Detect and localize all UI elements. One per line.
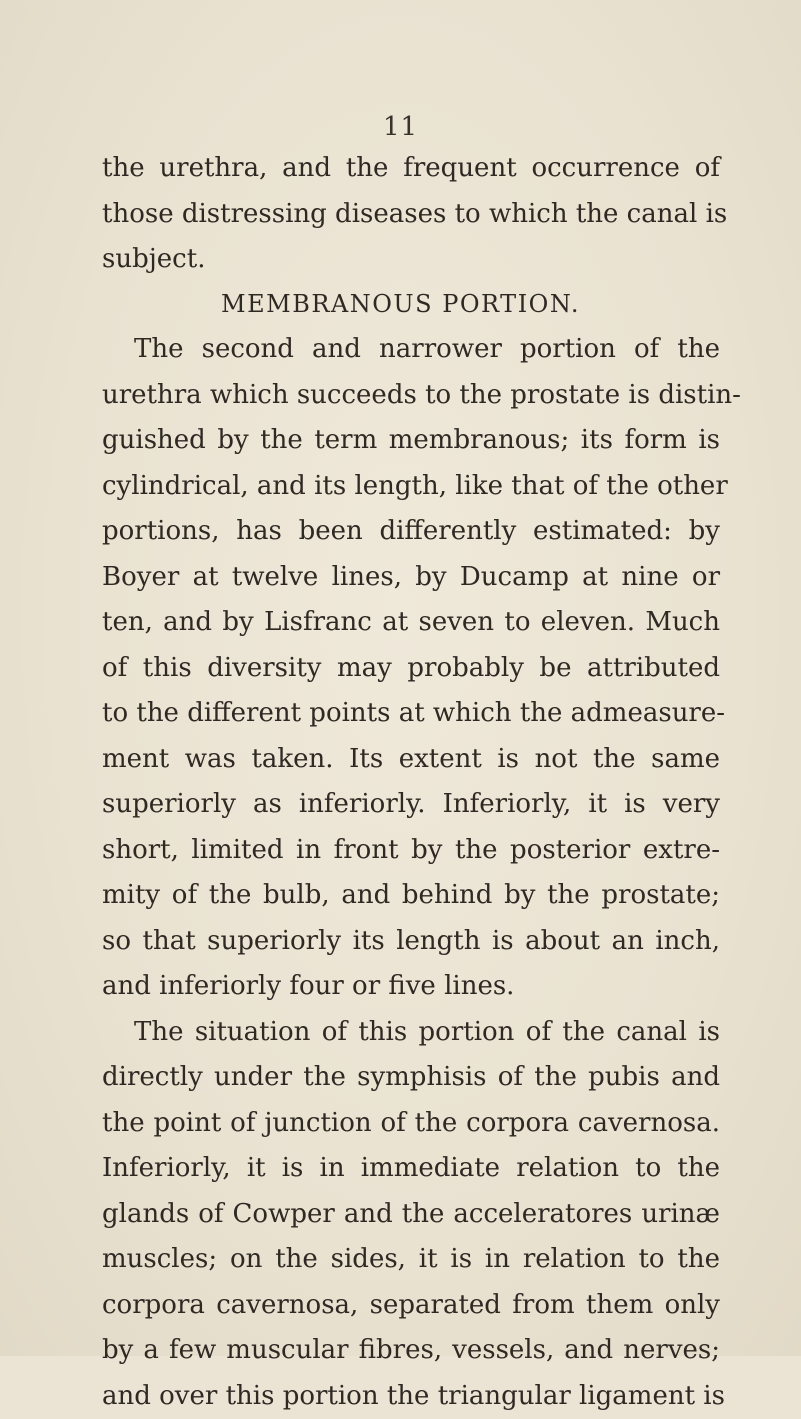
- text-line: by a few muscular fibres, vessels, and nerves;: [102, 1328, 720, 1374]
- text-line: to the different points at which the admeasure-: [102, 691, 720, 737]
- text-line: urethra which succeeds to the prostate is distin-: [102, 373, 720, 419]
- text-line: of this diversity may probably be attributed: [102, 646, 720, 692]
- text-line: those distressing diseases to which the canal is: [102, 192, 720, 238]
- text-line: Boyer at twelve lines, by Ducamp at nine or: [102, 555, 720, 601]
- text-line: muscles; on the sides, it is in relation to the: [102, 1237, 720, 1283]
- text-line: short, limited in front by the posterior extre-: [102, 828, 720, 874]
- section-heading: MEMBRANOUS PORTION.: [0, 290, 801, 318]
- text-line: The second and narrower portion of the: [102, 327, 720, 373]
- body-text: [102, 327, 720, 1419]
- text-line: and over this portion the triangular ligament is: [102, 1374, 720, 1419]
- text-line: directly under the symphisis of the pubis and: [102, 1055, 720, 1101]
- text-line: The situation of this portion of the canal is: [102, 1010, 720, 1056]
- text-line: subject.: [102, 237, 720, 283]
- text-line: corpora cavernosa, separated from them only: [102, 1283, 720, 1329]
- page-number: 11: [0, 112, 801, 142]
- text-line: Inferiorly, it is in immediate relation to the: [102, 1146, 720, 1192]
- text-line: portions, has been differently estimated: by: [102, 509, 720, 555]
- text-line: guished by the term membranous; its form is: [102, 418, 720, 464]
- text-line: ten, and by Lisfranc at seven to eleven. Much: [102, 600, 720, 646]
- text-line: cylindrical, and its length, like that of the other: [102, 464, 720, 510]
- intro-paragraph: [102, 146, 720, 283]
- text-line: so that superiorly its length is about an inch,: [102, 919, 720, 965]
- text-line: glands of Cowper and the acceleratores urinæ: [102, 1192, 720, 1238]
- text-line: mity of the bulb, and behind by the prostate;: [102, 873, 720, 919]
- text-line: the urethra, and the frequent occurrence of: [102, 146, 720, 192]
- text-line: and inferiorly four or five lines.: [102, 964, 720, 1010]
- text-line: the point of junction of the corpora cavernosa.: [102, 1101, 720, 1147]
- text-line: ment was taken. Its extent is not the same: [102, 737, 720, 783]
- text-line: superiorly as inferiorly. Inferiorly, it is very: [102, 782, 720, 828]
